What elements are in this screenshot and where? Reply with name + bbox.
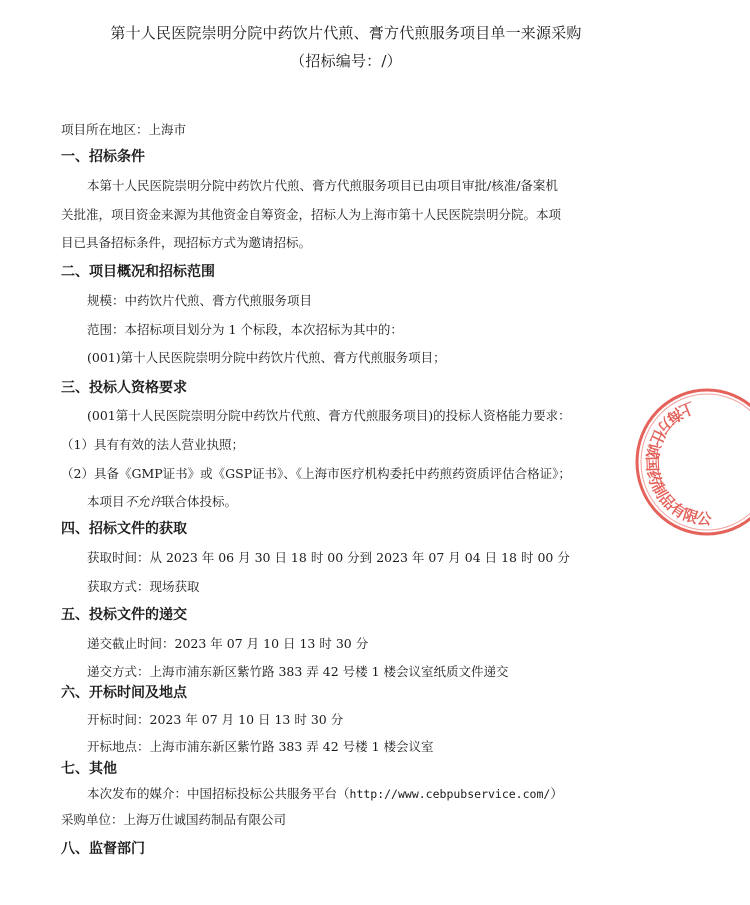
purchasing-unit: 采购单位：上海万仕诚国药制品有限公司 [61, 812, 287, 827]
svg-text:上海万仕诚国药制品有限公司: 上海万仕诚国药制品有限公司 [622, 368, 713, 529]
section-heading-opening: 六、开标时间及地点 [61, 685, 187, 701]
documents-obtain-method: 获取方式：现场获取 [87, 579, 200, 594]
publication-media-url: http://www.cebpubservice.com/ [349, 787, 551, 801]
qualification-requirement: （2）具备《GMP证书》或《GSP证书》、《上海市医疗机构委托中药煎药资质评估合格证》； [61, 466, 571, 481]
submission-method: 递交方式：上海市浦东新区紫竹路 383 弄 42 号楼 1 楼会议室纸质文件递交 [87, 664, 509, 679]
section-heading-overview: 二、项目概况和招标范围 [61, 264, 215, 280]
section-heading-other: 七、其他 [61, 761, 117, 777]
opening-place: 开标地点：上海市浦东新区紫竹路 383 弄 42 号楼 1 楼会议室 [87, 739, 434, 754]
joint-bidding-not-allowed: 不允许 [124, 494, 163, 509]
section-heading-submission: 五、投标文件的递交 [61, 607, 187, 623]
opening-time: 开标时间：2023 年 07 月 10 日 13 时 30 分 [87, 712, 344, 727]
qualification-intro: (001第十人民医院崇明分院中药饮片代煎、膏方代煎服务项目)的投标人资格能力要求： [87, 408, 571, 423]
section-heading-documents: 四、招标文件的获取 [61, 521, 187, 537]
document-title: 第十人民医院崇明分院中药饮片代煎、膏方代煎服务项目单一来源采购 [110, 24, 582, 42]
submission-deadline: 递交截止时间：2023 年 07 月 10 日 13 时 30 分 [87, 636, 369, 651]
conditions-paragraph-line: 目已具备招标条件，现招标方式为邀请招标。 [61, 235, 312, 250]
project-lot: (001)第十人民医院崇明分院中药饮片代煎、膏方代煎服务项目； [87, 350, 446, 365]
section-heading-supervision: 八、监督部门 [61, 841, 145, 857]
project-location: 项目所在地区：上海市 [61, 122, 187, 137]
company-seal-stamp [622, 368, 750, 542]
documents-obtain-time: 获取时间：从 2023 年 06 月 30 日 18 时 00 分到 2023 年 07 月 04 日 18 时 00 分 [87, 550, 570, 565]
project-range: 范围：本招标项目划分为 1 个标段，本次招标为其中的： [87, 322, 403, 337]
section-heading-conditions: 一、招标条件 [61, 149, 145, 165]
qualification-requirement: （1）具有有效的法人营业执照； [61, 437, 244, 452]
section-heading-qualifications: 三、投标人资格要求 [61, 380, 187, 396]
conditions-paragraph-line: 关批准，项目资金来源为其他资金自筹资金，招标人为上海市第十人民医院崇明分院。本项 [61, 207, 562, 222]
conditions-paragraph-line: 本第十人民医院崇明分院中药饮片代煎、膏方代煎服务项目已由项目审批/核准/备案机 [87, 178, 558, 193]
joint-bidding-prefix: 本项目 [87, 494, 125, 509]
tender-code: （招标编号：/） [290, 52, 402, 70]
joint-bidding-note [87, 492, 237, 510]
project-scale: 规模：中药饮片代煎、膏方代煎服务项目 [87, 293, 313, 308]
publication-media-label: 本次发布的媒介：中国招标投标公共服务平台（ [87, 786, 350, 801]
publication-media-close: ） [550, 786, 563, 801]
joint-bidding-suffix: 联合体投标。 [162, 494, 238, 509]
publication-media [87, 784, 563, 802]
